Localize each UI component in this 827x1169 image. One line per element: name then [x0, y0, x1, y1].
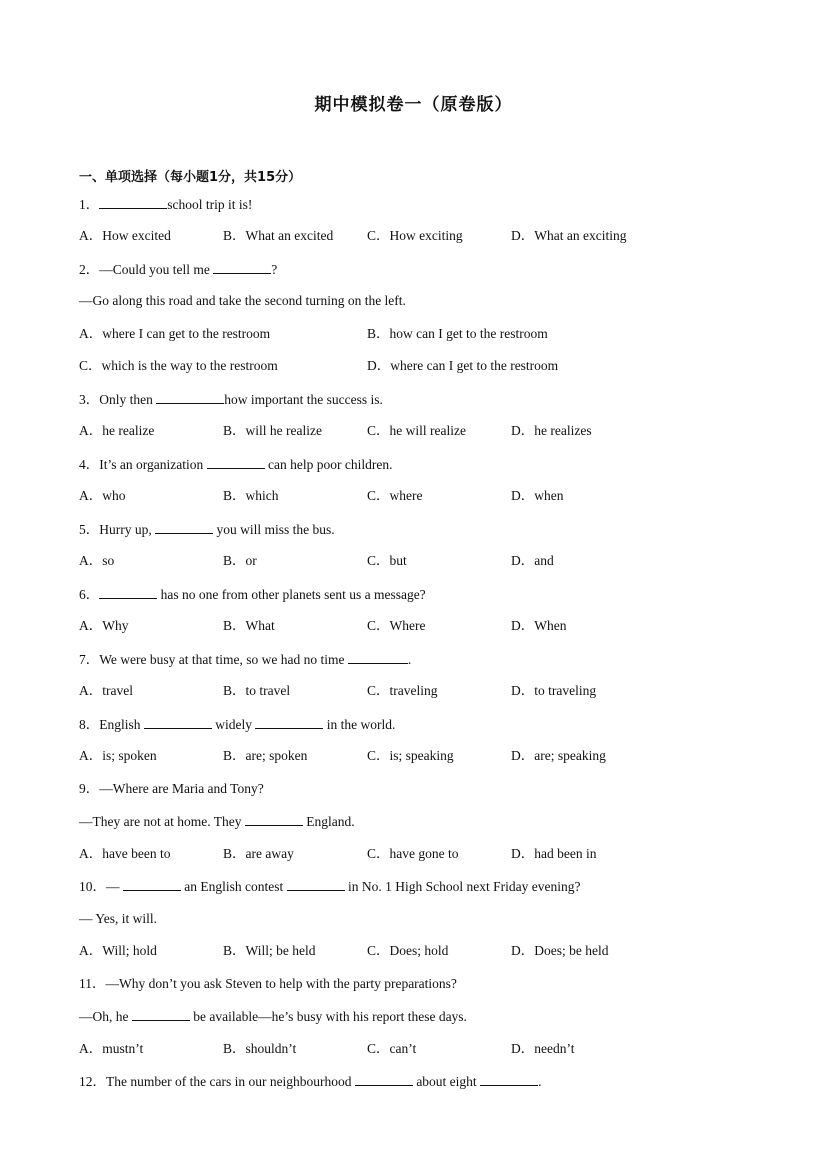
question-3	[79, 389, 383, 409]
question-6	[79, 584, 426, 604]
option-d: D．he realizes	[511, 423, 592, 438]
answer-blank	[144, 714, 212, 729]
question-4	[79, 454, 392, 474]
answer-blank	[207, 454, 265, 469]
question-stem: 5．Hurry up,	[79, 522, 156, 537]
answer-blank	[355, 1071, 413, 1086]
dialogue-line	[79, 1006, 467, 1026]
question-7	[79, 649, 411, 669]
question-11: 11．—Why don’t you ask Steven to help with the party preparations?	[79, 976, 457, 991]
question-stem: can help poor children.	[264, 457, 393, 472]
option-a: A．he realize	[79, 423, 155, 438]
question-stem: widely	[211, 717, 256, 732]
option-b: B．What	[223, 618, 275, 633]
question-1	[79, 194, 252, 214]
question-stem: 8．English	[79, 717, 144, 732]
question-9: 9．—Where are Maria and Tony?	[79, 781, 264, 796]
dialogue-text: —Oh, he	[79, 1009, 132, 1024]
option-d: D．are; speaking	[511, 748, 606, 763]
option-a: A．where I can get to the restroom	[79, 326, 271, 341]
option-c: C．but	[367, 553, 407, 568]
answer-blank	[213, 259, 271, 274]
option-a: A．have been to	[79, 846, 171, 861]
option-b: B．are away	[223, 846, 294, 861]
option-a: A．How excited	[79, 228, 171, 243]
option-b: B．to travel	[223, 683, 291, 698]
answer-blank	[99, 194, 167, 209]
question-stem: 3．Only then	[79, 392, 157, 407]
option-d: D．where can I get to the restroom	[367, 358, 559, 373]
option-c: C．is; speaking	[367, 748, 454, 763]
option-d: D．to traveling	[511, 683, 597, 698]
option-d: D．had been in	[511, 846, 597, 861]
option-a: A．travel	[79, 683, 133, 698]
question-8	[79, 714, 395, 734]
question-stem: 10．—	[79, 879, 123, 894]
option-a: A．is; spoken	[79, 748, 157, 763]
question-stem: 7．We were busy at that time, so we had no time	[79, 652, 348, 667]
question-stem: ?	[271, 262, 278, 277]
option-b: B．which	[223, 488, 279, 503]
option-c: C．traveling	[367, 683, 438, 698]
option-a: A．who	[79, 488, 126, 503]
answer-blank	[123, 876, 181, 891]
answer-blank	[245, 811, 303, 826]
dialogue-text: England.	[302, 814, 355, 829]
option-d: D．What an exciting	[511, 228, 627, 243]
question-stem: how important the success is.	[224, 392, 383, 407]
option-a: A．mustn’t	[79, 1041, 144, 1056]
dialogue-line: —Go along this road and take the second turning on the left.	[79, 293, 406, 308]
question-stem: 4．It’s an organization	[79, 457, 207, 472]
question-stem: has no one from other planets sent us a message?	[157, 587, 426, 602]
question-5	[79, 519, 335, 539]
dialogue-line	[79, 811, 355, 831]
section-heading: 一、单项选择（每小题1分，共15分）	[79, 170, 302, 185]
dialogue-text: be available—he’s busy with his report these days.	[189, 1009, 467, 1024]
option-a: A．so	[79, 553, 115, 568]
question-stem: .	[538, 1074, 542, 1089]
option-b: B．Will; be held	[223, 943, 316, 958]
question-stem: an English contest	[180, 879, 287, 894]
answer-blank	[480, 1071, 538, 1086]
option-d: D．and	[511, 553, 554, 568]
question-10	[79, 876, 580, 896]
option-c: C．How exciting	[367, 228, 463, 243]
question-stem: 12．The number of the cars in our neighbourhood	[79, 1074, 355, 1089]
question-stem: school trip it is!	[167, 197, 253, 212]
answer-blank	[255, 714, 323, 729]
option-c: C．where	[367, 488, 423, 503]
option-d: D．Does; be held	[511, 943, 609, 958]
answer-blank	[155, 519, 213, 534]
dialogue-line: — Yes, it will.	[79, 911, 158, 926]
answer-blank	[132, 1006, 190, 1021]
option-b: B．how can I get to the restroom	[367, 326, 548, 341]
answer-blank	[287, 876, 345, 891]
question-stem: 1．	[79, 197, 100, 212]
dialogue-text: —They are not at home. They	[79, 814, 245, 829]
option-c: C．he will realize	[367, 423, 466, 438]
option-b: B．shouldn’t	[223, 1041, 297, 1056]
option-d: D．when	[511, 488, 564, 503]
question-12	[79, 1071, 541, 1091]
answer-blank	[348, 649, 408, 664]
question-stem: about eight	[412, 1074, 481, 1089]
question-stem: in No. 1 High School next Friday evening?	[344, 879, 581, 894]
answer-blank	[99, 584, 157, 599]
question-stem: you will miss the bus.	[213, 522, 335, 537]
option-b: B．are; spoken	[223, 748, 308, 763]
question-stem: 2．—Could you tell me	[79, 262, 214, 277]
option-c: C．have gone to	[367, 846, 459, 861]
question-stem: 6．	[79, 587, 100, 602]
option-a: A．Will; hold	[79, 943, 157, 958]
page-title: 期中模拟卷一（原卷版）	[314, 95, 513, 115]
option-c: C．which is the way to the restroom	[79, 358, 278, 373]
question-stem: in the world.	[323, 717, 396, 732]
option-d: D．needn’t	[511, 1041, 575, 1056]
option-c: C．Does; hold	[367, 943, 449, 958]
option-c: C．can’t	[367, 1041, 417, 1056]
answer-blank	[156, 389, 224, 404]
question-2	[79, 259, 277, 279]
option-b: B．or	[223, 553, 257, 568]
option-c: C．Where	[367, 618, 426, 633]
option-b: B．What an excited	[223, 228, 334, 243]
question-stem: .	[407, 652, 412, 667]
option-d: D．When	[511, 618, 567, 633]
option-b: B．will he realize	[223, 423, 322, 438]
option-a: A．Why	[79, 618, 129, 633]
